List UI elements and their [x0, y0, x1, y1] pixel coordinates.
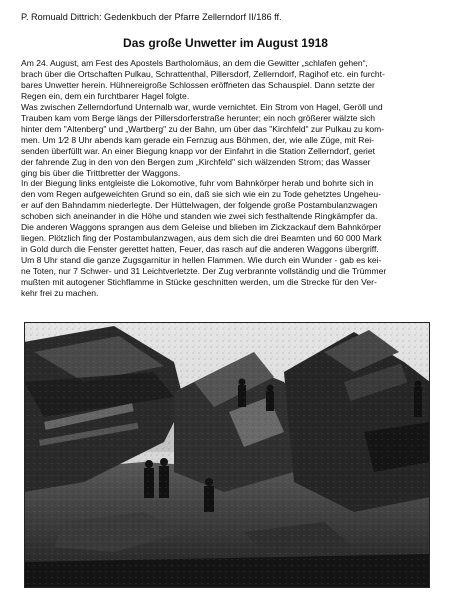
source-citation: P. Romuald Dittrich: Gedenkbuch der Pfarre Zellerndorf II/186 ff.	[21, 12, 282, 22]
train-wreck-photo	[24, 322, 430, 588]
body-line: der fahrende Zug in den von den Bergen zum „Kirchfeld" sich wälzenden Strom; das Wasser	[21, 156, 371, 167]
body-line: Die anderen Waggons sprangen aus dem Geleise und blieben im Zickzackauf dem Bahnkörper	[21, 222, 382, 233]
body-line: brach über die Ortschaften Pulkau, Schrattenthal, Pillersdorf, Zellerndorf, Ragihof etc. ein furcht-	[21, 68, 385, 79]
body-line: men. Um 1⁄2 8 Uhr abends kam gerade ein Fernzug aus Böhmen, der, wie alle Züge, mit Rei-	[21, 134, 374, 145]
body-line: liegen. Plötzlich fing der Postambulanzwagen, aus dem sich die drei Beamten und 60 000 Mark	[21, 233, 382, 244]
body-line: In der Biegung links entgleiste die Lokomotive, fuhr vom Bahnkörper herab und bohrte sich in	[21, 178, 374, 189]
body-line: ging bis über die Trittbretter der Waggons.	[21, 167, 181, 178]
body-line: schoben sich aneinander in die Höhe und standen wie zwei sich festhaltende Ringkämpfer da.	[21, 211, 378, 222]
body-line: Trauben kam vom Berge längs der Pillersdorferstraße herunter; ein noch größerer wälzte sich	[21, 112, 376, 123]
body-line: ne Toten, nur 7 Schwer- und 31 Leichtverletzte. Der Zug verbrannte vollständig und die Trümmer	[21, 266, 387, 277]
body-line: kehr frei zu machen.	[21, 288, 99, 299]
body-line: hinter dem "Altenberg" und „Wartberg" zu der Bahn, um über das "Kirchfeld" zur Pulkau zu kom-	[21, 123, 385, 134]
body-line: Was zwischen Zellerndorfund Unternalb war, wurde vernichtet. Ein Strom von Hagel, Geröll und	[21, 101, 383, 112]
body-line: senden überfüllt war. An einer Biegung knapp vor der Einfahrt in die Station Zellerndorf, geriet	[21, 145, 375, 156]
body-line: Um 8 Uhr stand die ganze Zugsgarnitur in hellen Flammen. Wie durch ein Wunder - gab es kei-	[21, 255, 382, 266]
body-line: in Gold durch die Fenster gerettet hatten, Feuer, das rasch auf die anderen Waggons übergriff.	[21, 244, 379, 255]
body-line: den vom Regen aufgeweichten Grund so ein, daß sie sich wie ein zu Tode gehetztes Ungeheu-	[21, 189, 381, 200]
body-line: mußten mit autogener Stichflamme in Stücke geschnitten werden, um die Strecke für den Ver-	[21, 277, 377, 288]
body-line: Am 24. August, am Fest des Apostels Bartholomäus, an dem die Gewitter „schlafen gehen“,	[21, 58, 368, 68]
page-title: Das große Unwetter im August 1918	[123, 36, 328, 50]
body-line: bares Unwetter herein. Hühnereigroße Schlossen eröffneten das Schauspiel. Dann setzte der	[21, 79, 375, 90]
body-line: er auf den Bahndamm niederlegte. Der Hüttelwagen, der folgende große Postambulanzwagen	[21, 200, 378, 211]
body-text	[21, 58, 433, 299]
body-line: Regen ein, dem ein furchtbarer Hagel folgte.	[21, 90, 190, 101]
